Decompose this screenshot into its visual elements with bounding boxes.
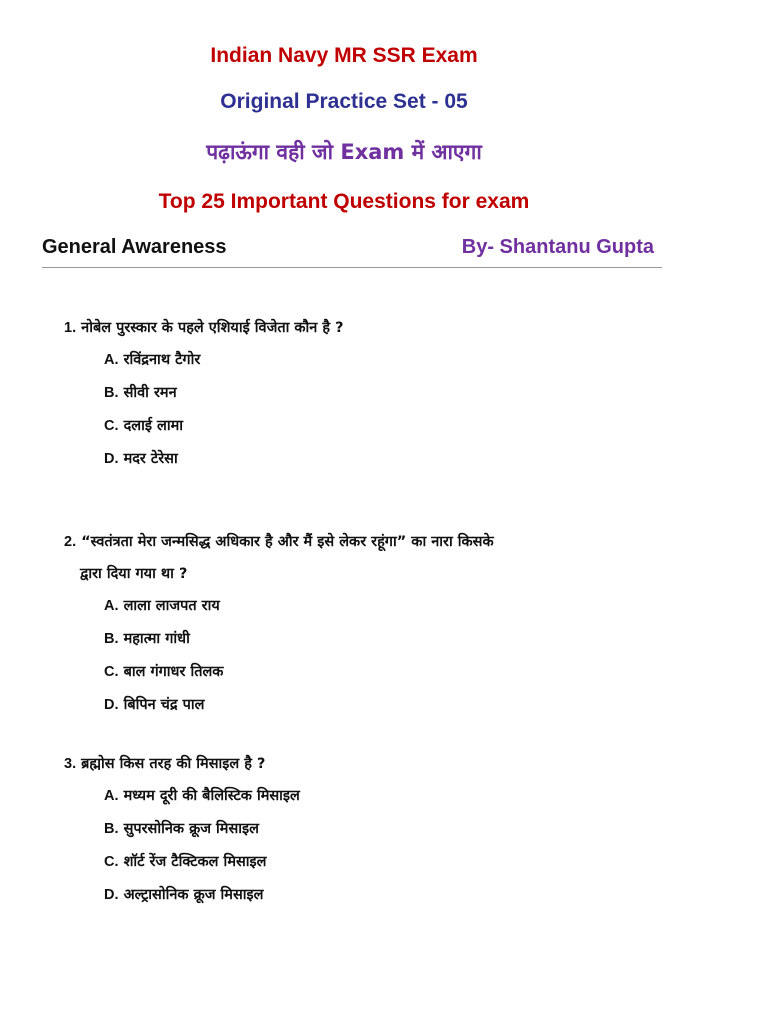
option-text: बिपिन चंद्र पाल: [123, 697, 205, 713]
question-number: 1.: [64, 320, 77, 336]
option-letter: D.: [104, 451, 119, 467]
option-letter: D.: [104, 697, 119, 713]
question-1: [64, 312, 704, 476]
hindi-tagline: पढ़ाऊंगा वही जो Exam में आएगा: [206, 140, 482, 164]
option-letter: A.: [104, 598, 119, 614]
option-text: महात्मा गांधी: [123, 631, 190, 647]
question-body: नोबेल पुरस्कार के पहले एशियाई विजेता कौन है ?: [81, 320, 344, 336]
option-letter: A.: [104, 788, 119, 804]
option-letter: C.: [104, 854, 119, 870]
question-text: [64, 312, 704, 344]
subject-label: General Awareness: [42, 236, 227, 258]
option-letter: B.: [104, 821, 119, 837]
option-a: [64, 780, 704, 813]
option-b: [64, 623, 704, 656]
option-c: [64, 410, 704, 443]
practice-set-title: Original Practice Set - 05: [220, 90, 468, 113]
question-text: [64, 748, 704, 780]
option-letter: B.: [104, 631, 119, 647]
exam-title: Indian Navy MR SSR Exam: [210, 44, 478, 67]
option-text: सुपरसोनिक क्रूज मिसाइल: [123, 821, 259, 837]
option-text: सीवी रमन: [123, 385, 177, 401]
option-letter: C.: [104, 664, 119, 680]
question-number: 3.: [64, 756, 77, 772]
option-text: लाला लाजपत राय: [123, 598, 220, 614]
option-text: अल्ट्रासोनिक क्रूज मिसाइल: [123, 887, 264, 903]
question-body: ब्रह्मोस किस तरह की मिसाइल है ?: [81, 756, 266, 772]
option-text: रविंद्रनाथ टैगोर: [123, 352, 201, 368]
option-letter: A.: [104, 352, 119, 368]
question-number: 2.: [64, 534, 77, 550]
important-questions-heading: Top 25 Important Questions for exam: [158, 190, 530, 213]
option-d: [64, 689, 704, 722]
option-a: [64, 344, 704, 377]
option-letter: B.: [104, 385, 119, 401]
question-continuation: द्वारा दिया गया था ?: [80, 566, 188, 582]
option-b: [64, 813, 704, 846]
option-letter: C.: [104, 418, 119, 434]
option-c: [64, 846, 704, 879]
option-c: [64, 656, 704, 689]
option-letter: D.: [104, 887, 119, 903]
option-text: बाल गंगाधर तिलक: [123, 664, 224, 680]
question-text: [64, 526, 704, 558]
option-a: [64, 590, 704, 623]
option-b: [64, 377, 704, 410]
question-body: “स्वतंत्रता मेरा जन्मसिद्ध अधिकार है और मैं इसे लेकर रहूंगा” का नारा किसके: [81, 534, 494, 550]
question-3: [64, 748, 704, 912]
option-d: [64, 443, 704, 476]
question-2: [64, 526, 704, 722]
author-label: By- Shantanu Gupta: [461, 236, 654, 258]
option-d: [64, 879, 704, 912]
subject-author-row: [42, 234, 662, 268]
option-text: मध्यम दूरी की बैलिस्टिक मिसाइल: [123, 788, 300, 804]
option-text: मदर टेरेसा: [123, 451, 178, 467]
option-text: शॉर्ट रेंज टैक्टिकल मिसाइल: [123, 854, 267, 870]
option-text: दलाई लामा: [123, 418, 184, 434]
